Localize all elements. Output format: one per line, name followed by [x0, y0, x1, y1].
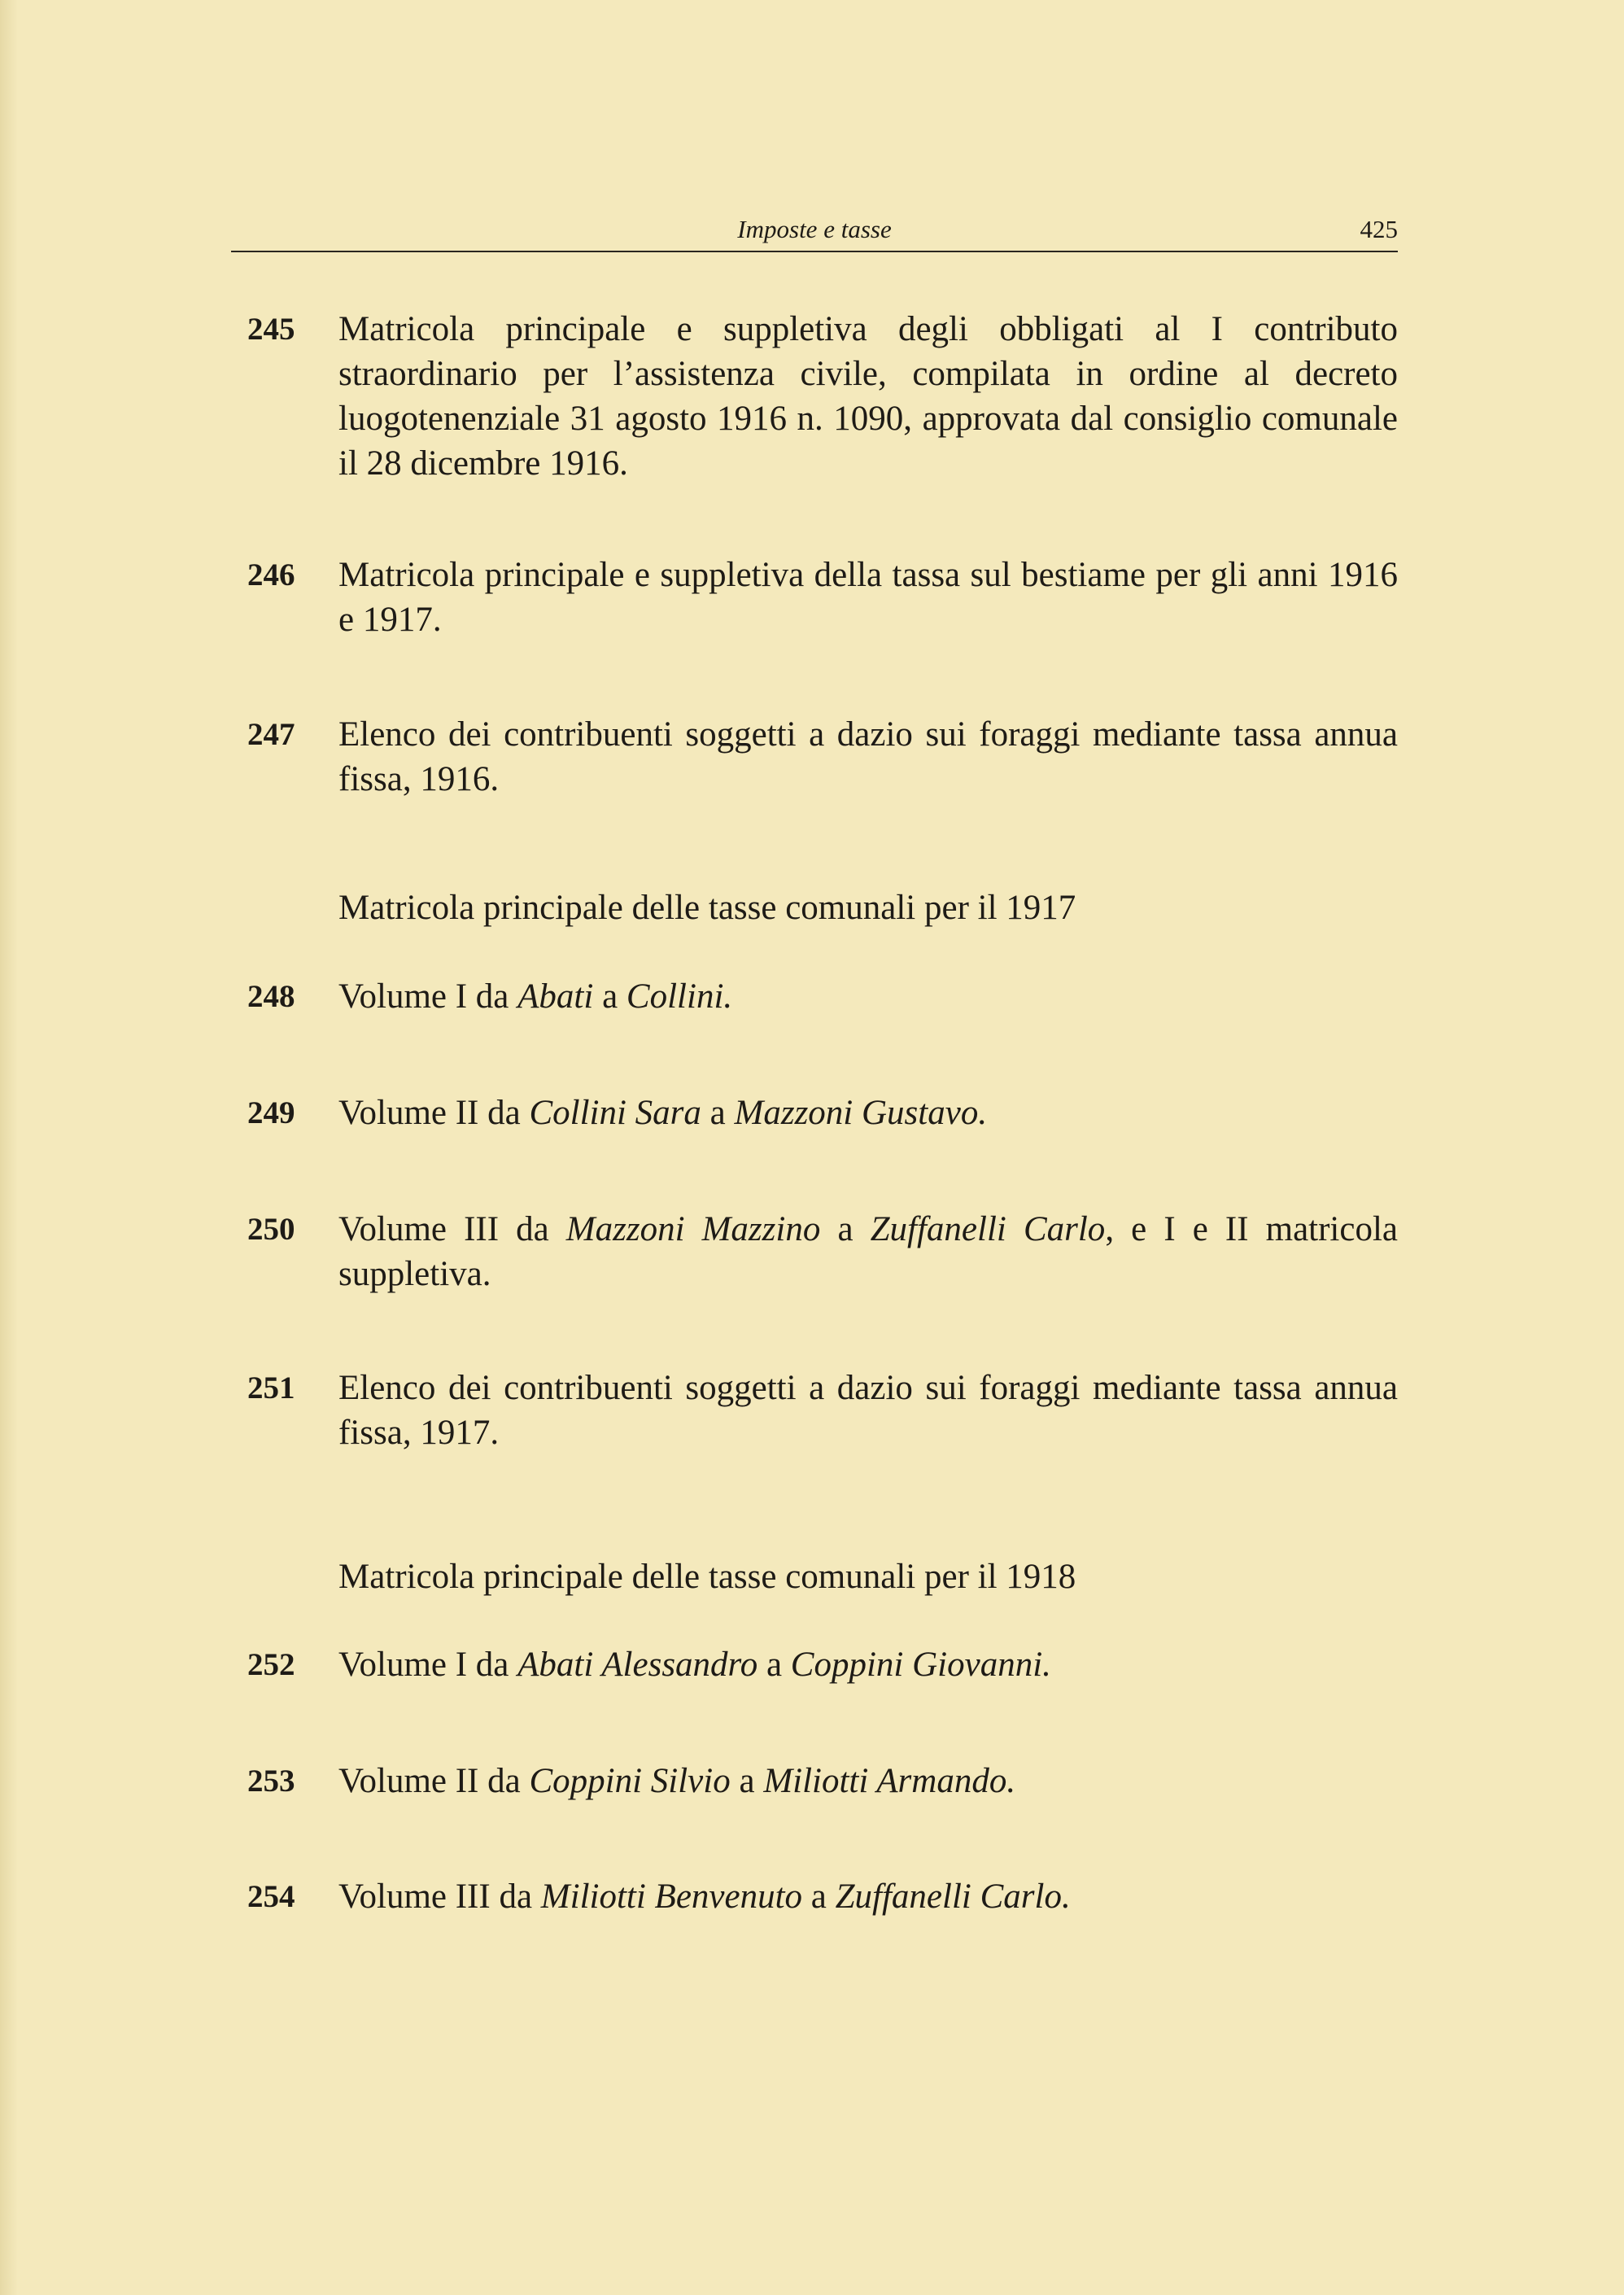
- entry-246: [231, 553, 1398, 642]
- entry-number: 248: [247, 979, 295, 1014]
- entry-text: Matricola principale e suppletiva degli obbligati al I contributo straordinario per l’assistenza civile, compilata in ordine al decreto luogotenenziale 31 agosto 1916 n. 1090, approvata dal consiglio comunale il 28 dicembre 1916.: [338, 310, 1398, 483]
- entry-245: [231, 307, 1398, 486]
- entry-253: [231, 1759, 1398, 1803]
- running-head-title: Imposte e tasse: [737, 215, 892, 243]
- entry-250: [231, 1207, 1398, 1296]
- entry-number: 249: [247, 1095, 295, 1130]
- page-number: 425: [1360, 215, 1398, 243]
- name-from: Abati Alessandro: [517, 1646, 758, 1684]
- name-from: Abati: [517, 977, 594, 1016]
- page-edge: [0, 0, 18, 2295]
- entry-number: 246: [247, 557, 295, 592]
- entry-254: [231, 1874, 1398, 1919]
- entry-number: 247: [247, 717, 295, 752]
- entry-text: Volume I da Abati Alessandro a Coppini Giovanni.: [338, 1646, 1051, 1684]
- section-heading-text: Matricola principale delle tasse comunali per il 1918: [338, 1558, 1076, 1596]
- entry-248: [231, 974, 1398, 1019]
- entry-251: [231, 1366, 1398, 1455]
- name-to: Coppini Giovanni.: [790, 1646, 1051, 1684]
- entry-number: 253: [247, 1764, 295, 1799]
- entry-252: [231, 1642, 1398, 1687]
- name-from: Mazzoni Mazzino: [565, 1210, 821, 1248]
- name-to: Zuffanelli Carlo: [870, 1210, 1106, 1248]
- running-head: [231, 210, 1398, 252]
- section-heading-1918: [231, 1554, 1398, 1599]
- entry-text: Elenco dei contribuenti soggetti a dazio sui foraggi mediante tassa annua fissa, 1916.: [338, 715, 1398, 798]
- entry-number: 250: [247, 1212, 295, 1247]
- name-from: Collini Sara: [529, 1094, 701, 1132]
- entry-text: Volume III da Miliotti Benvenuto a Zuffanelli Carlo.: [338, 1878, 1071, 1916]
- name-from: Miliotti Benvenuto: [540, 1878, 803, 1916]
- entry-text: Volume II da Coppini Silvio a Miliotti Armando.: [338, 1762, 1016, 1800]
- entry-text: Matricola principale e suppletiva della tassa sul bestiame per gli anni 1916 e 1917.: [338, 556, 1398, 639]
- entry-text: Volume II da Collini Sara a Mazzoni Gustavo.: [338, 1094, 988, 1132]
- entry-247: [231, 712, 1398, 802]
- entry-number: 251: [247, 1370, 295, 1405]
- entry-text: Volume III da Mazzoni Mazzino a Zuffanelli Carlo, e I e II matricola suppletiva.: [338, 1210, 1398, 1293]
- entry-249: [231, 1091, 1398, 1135]
- name-to: Collini.: [626, 977, 733, 1016]
- name-to: Zuffanelli Carlo.: [835, 1878, 1071, 1916]
- section-heading-1917: [231, 885, 1398, 930]
- name-from: Coppini Silvio: [529, 1762, 731, 1800]
- entry-number: 245: [247, 312, 295, 347]
- entry-text: Elenco dei contribuenti soggetti a dazio sui foraggi mediante tassa annua fissa, 1917.: [338, 1369, 1398, 1452]
- name-to: Mazzoni Gustavo.: [734, 1094, 988, 1132]
- entry-number: 254: [247, 1879, 295, 1914]
- entry-text: Volume I da Abati a Collini.: [338, 977, 733, 1016]
- name-to: Miliotti Armando.: [763, 1762, 1016, 1800]
- entry-number: 252: [247, 1647, 295, 1682]
- section-heading-text: Matricola principale delle tasse comunali per il 1917: [338, 889, 1076, 927]
